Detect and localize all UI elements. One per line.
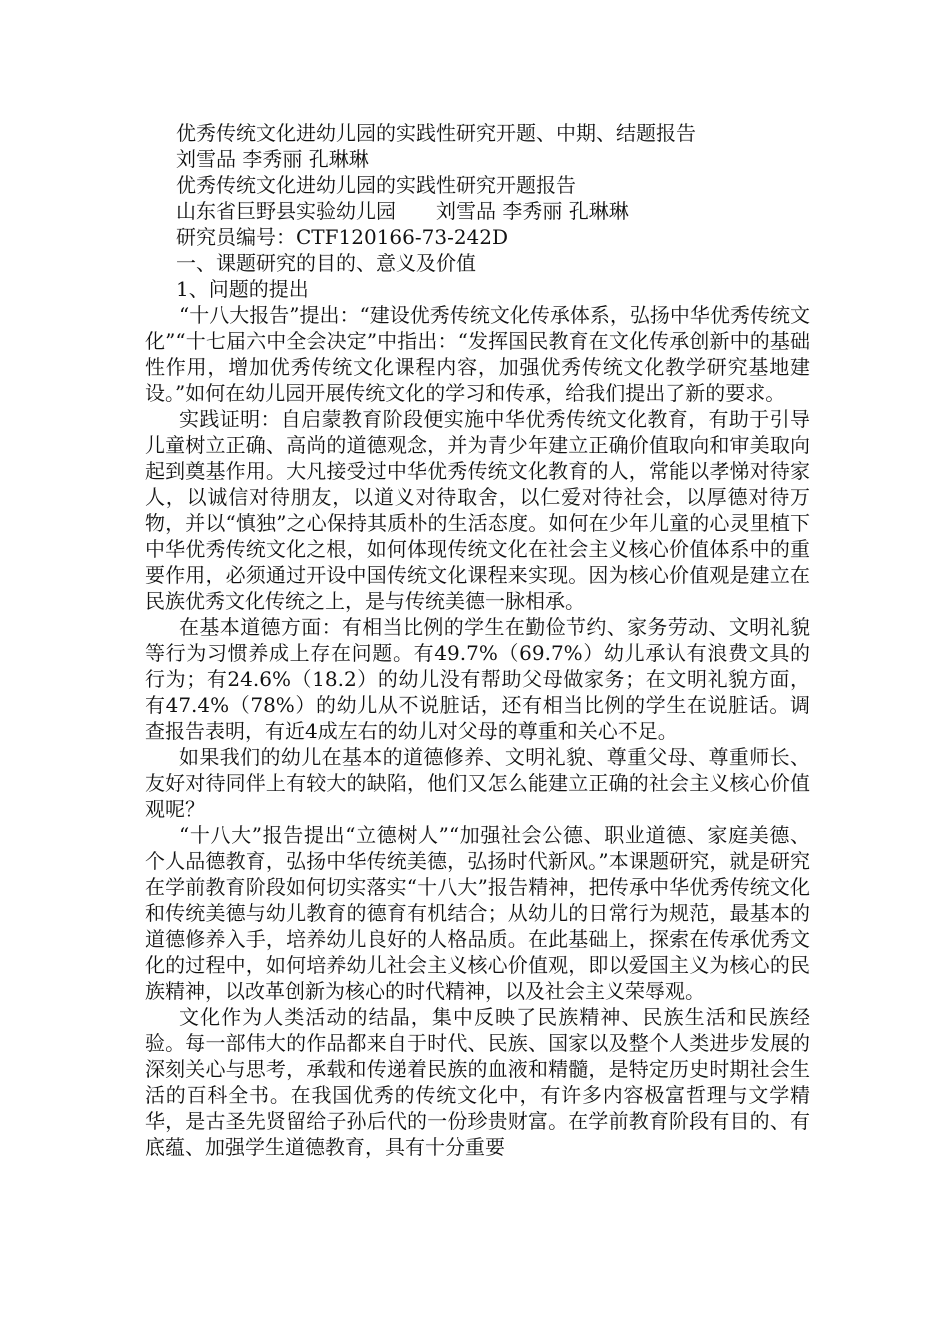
paragraph: “十八大”报告提出“立德树人”“加强社会公德、职业道德、家庭美德、个人品德教育，弘扬中华传统美德，弘扬时代新风。”本课题研究，就是研究在学前教育阶段如何切实落实“十八大”报告精神，把传承中华优秀传统文化和传统美德与幼儿教育的德育有机结合；从幼儿的日常行为规范，最基本的道德修养入手，培养幼儿良好的人格品质。在此基础上，探索在传承优秀文化的过程中，如何培养幼儿社会主义核心价值观，即以爱国主义为核心的民族精神，以改革创新为核心的时代精神，以及社会主义荣辱观。 xyxy=(145,823,810,1003)
paragraph: “十八大报告”提出：“建设优秀传统文化传承体系，弘扬中华优秀传统文化”“十七届六中全会决定”中指出：“发挥国民教育在文化传承创新中的基础性作用，增加优秀传统文化课程内容，加强优秀传统文化教学研究基地建设。”如何在幼儿园开展传统文化的学习和传承，给我们提出了新的要求。 xyxy=(145,303,810,405)
subsection-heading: 1、问题的提出 xyxy=(176,277,309,301)
document-title: 优秀传统文化进幼儿园的实践性研究开题、中期、结题报告 xyxy=(176,121,696,145)
paragraph: 如果我们的幼儿在基本的道德修养、文明礼貌、尊重父母、尊重师长、友好对待同伴上有较大的缺陷，他们又怎么能建立正确的社会主义核心价值观呢？ xyxy=(145,745,810,821)
document-subtitle: 优秀传统文化进幼儿园的实践性研究开题报告 xyxy=(176,173,576,197)
document-body xyxy=(145,120,810,1160)
affiliation-line: 山东省巨野县实验幼儿园 刘雪品 李秀丽 孔琳琳 xyxy=(176,199,629,223)
paragraph: 实践证明：自启蒙教育阶段便实施中华优秀传统文化教育，有助于引导儿童树立正确、高尚的道德观念，并为青少年建立正确价值取向和审美取向起到奠基作用。大凡接受过中华优秀传统文化教育的人，常能以孝悌对待家人，以诚信对待朋友，以道义对待取舍，以仁爱对待社会，以厚德对待万物，并以“慎独”之心保持其质朴的生活态度。如何在少年儿童的心灵里植下中华优秀传统文化之根，如何体现传统文化在社会主义核心价值体系中的重要作用，必须通过开设中国传统文化课程来实现。因为核心价值观是建立在民族优秀文化传统之上，是与传统美德一脉相承。 xyxy=(145,407,810,613)
authors-line: 刘雪品 李秀丽 孔琳琳 xyxy=(176,147,369,171)
paragraph: 文化作为人类活动的结晶，集中反映了民族精神、民族生活和民族经验。每一部伟大的作品都来自于时代、民族、国家以及整个人类进步发展的深刻关心与思考，承载和传递着民族的血液和精髓，是特定历史时期社会生活的百科全书。在我国优秀的传统文化中，有许多内容极富哲理与文学精华，是古圣先贤留给子孙后代的一份珍贵财富。在学前教育阶段有目的、有底蕴、加强学生道德教育，具有十分重要 xyxy=(145,1005,810,1159)
paragraph: 在基本道德方面：有相当比例的学生在勤俭节约、家务劳动、文明礼貌等行为习惯养成上存在问题。有49.7%（69.7%）幼儿承认有浪费文具的行为；有24.6%（18.2）的幼儿没有帮助父母做家务；在文明礼貌方面，有47.4%（78%）的幼儿从不说脏话，还有相当比例的学生在说脏话。调查报告表明，有近4成左右的幼儿对父母的尊重和关心不足。 xyxy=(145,615,810,743)
researcher-id: 研究员编号：CTF120166-73-242D xyxy=(176,225,509,249)
section-heading: 一、课题研究的目的、意义及价值 xyxy=(176,251,476,275)
